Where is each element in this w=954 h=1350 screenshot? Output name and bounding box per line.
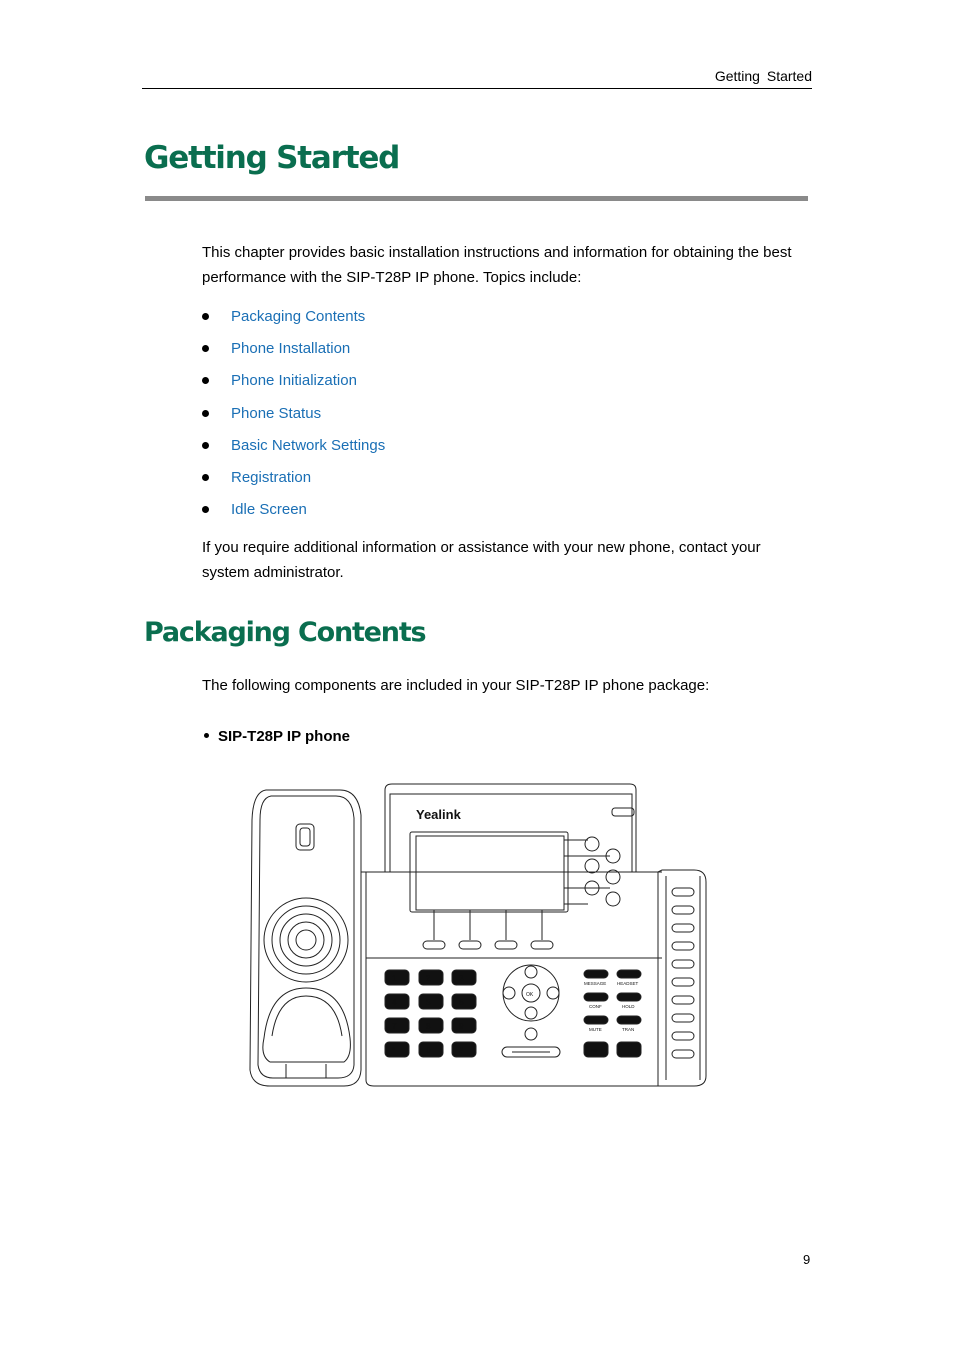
key-6: 6	[459, 998, 464, 1007]
mute-key-label: MUTE	[589, 1027, 602, 1032]
key-7: 7	[392, 1022, 397, 1031]
topic-link-packaging-contents[interactable]: Packaging Contents	[231, 308, 366, 325]
package-item	[204, 726, 350, 748]
topics-list	[202, 304, 385, 529]
rd-key-label: RD	[591, 1048, 598, 1053]
topic-item	[202, 336, 385, 368]
topic-link-idle-screen[interactable]: Idle Screen	[231, 501, 307, 519]
chapter-intro: This chapter provides basic installation instructions and information for obtaining the best performance with the SIP-T28P IP phone. Topics include:	[202, 244, 792, 286]
tran-key-label: TRAN	[622, 1027, 635, 1032]
key-star: *	[392, 1046, 396, 1055]
topic-item	[202, 433, 385, 465]
brand-logo: Yealink	[416, 807, 461, 822]
package-item-label: SIP-T28P IP phone	[218, 728, 350, 745]
ok-key-label: OK	[526, 992, 534, 998]
bullet-icon	[202, 474, 209, 481]
keypad	[385, 970, 476, 1057]
key-4: 4	[392, 998, 397, 1007]
hold-key-label: HOLD	[622, 1004, 635, 1009]
topic-link-phone-status[interactable]: Phone Status	[231, 404, 322, 422]
conf-key-label: CONF	[589, 1004, 602, 1009]
bullet-icon	[204, 733, 209, 738]
phone-base	[361, 784, 706, 1086]
side-panel	[658, 870, 706, 1086]
topic-item	[202, 304, 385, 336]
section-title: Packaging Contents	[144, 617, 426, 648]
chapter-title-rule	[145, 196, 808, 201]
bullet-icon	[202, 442, 209, 449]
message-key-label: MESSAGE	[584, 981, 607, 986]
topic-link-basic-network-settings[interactable]: Basic Network Settings	[231, 436, 386, 454]
topic-item	[202, 401, 385, 433]
key-3: 3	[459, 974, 464, 983]
navigation-cluster	[502, 965, 560, 1057]
topic-link-phone-initialization[interactable]: Phone Initialization	[231, 372, 357, 390]
phone-illustration	[248, 780, 708, 1090]
chapter-title: Getting Started	[144, 140, 400, 176]
key-2: 2	[426, 974, 431, 983]
key-5: 5	[426, 998, 431, 1007]
bullet-icon	[202, 345, 209, 352]
bullet-icon	[202, 410, 209, 417]
key-0: 0	[426, 1046, 431, 1055]
section-intro: The following components are included in your SIP-T28P IP phone package:	[202, 677, 710, 694]
key-hash: #	[459, 1046, 464, 1055]
bullet-icon	[202, 313, 209, 320]
key-8: 8	[426, 1022, 431, 1031]
topic-item	[202, 368, 385, 400]
function-keys	[584, 970, 641, 1057]
handset	[250, 790, 361, 1086]
bullet-icon	[202, 506, 209, 513]
key-9: 9	[459, 1022, 464, 1031]
topic-item	[202, 497, 385, 529]
page-number: 9	[803, 1252, 811, 1267]
topic-link-phone-installation[interactable]: Phone Installation	[231, 340, 351, 358]
headset-key-label: HEADSET	[617, 981, 639, 986]
running-header: Getting Started	[142, 66, 812, 89]
topic-link-registration[interactable]: Registration	[231, 468, 312, 486]
bullet-icon	[202, 377, 209, 384]
chapter-closing: If you require additional information or assistance with your new phone, contact your system administrator.	[202, 539, 761, 581]
key-1: 1	[392, 974, 397, 983]
topic-item	[202, 465, 385, 497]
